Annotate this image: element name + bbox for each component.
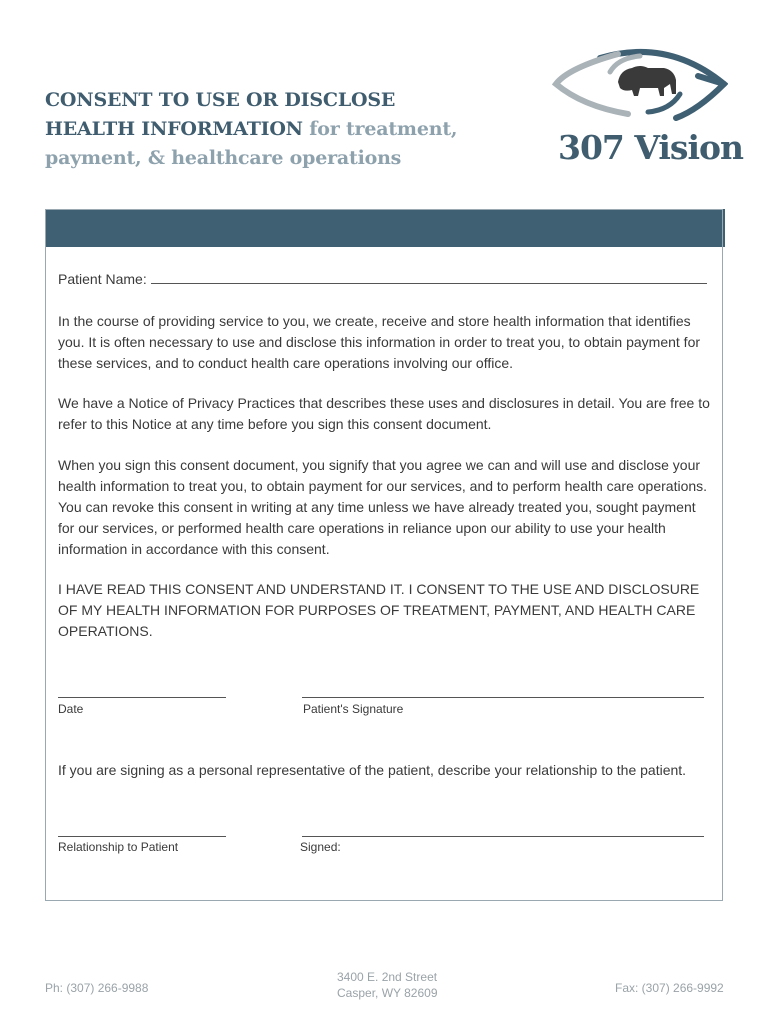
title-line-2-bold: HEALTH INFORMATION — [45, 118, 303, 140]
patient-signature-field[interactable] — [302, 697, 704, 698]
title-line-3: payment, & healthcare operations — [45, 147, 402, 169]
patient-name-row — [58, 269, 713, 290]
title-line-2 — [45, 115, 465, 144]
signed-field[interactable] — [302, 836, 704, 837]
paragraph-3: When you sign this consent document, you signify that you agree we can and will use and disclose your health information to treat you, to obtain payment for our services, and to perform health care operations. You can revoke this consent in writing at any time unless we have already treated you, sought payment for our services, or performed health care operations in reliance upon our ability to use your health information in accordance with this consent. — [58, 457, 708, 557]
signed-label: Signed: — [300, 840, 341, 854]
representative-text: If you are signing as a personal representative of the patient, describe your relationship to the patient. — [58, 762, 687, 778]
patient-signature-label: Patient's Signature — [303, 702, 404, 716]
date-field[interactable] — [58, 697, 226, 698]
footer-phone: Ph: (307) 266-9988 — [45, 981, 149, 995]
footer-fax: Fax: (307) 266-9992 — [615, 981, 724, 995]
paragraph-1: In the course of providing service to you, we create, receive and store health information that identifies you. It is often necessary to use and disclose this information in order to treat you, to obtain payment for these services, and to conduct health care operations involving our office. — [58, 313, 701, 371]
date-label: Date — [58, 702, 84, 716]
patient-name-field[interactable] — [151, 269, 707, 284]
document-title — [45, 86, 465, 173]
title-line-1: CONSENT TO USE OR DISCLOSE — [45, 89, 396, 111]
relationship-field[interactable] — [58, 836, 226, 837]
footer-address — [337, 969, 438, 1001]
logo-text: 307 Vision — [558, 128, 744, 167]
title-line-2-light: for treatment, — [309, 118, 458, 140]
paragraph-2: We have a Notice of Privacy Practices that describes these uses and disclosures in detail. You are free to refer to this Notice at any time before you sign this consent document. — [58, 395, 710, 432]
paragraph-4: I HAVE READ THIS CONSENT AND UNDERSTAND IT. I CONSENT TO THE USE AND DISCLOSURE OF MY HEALTH INFORMATION FOR PURPOSES OF TREATMENT, PAYMENT, AND HEALTH CARE OPERATIONS. — [58, 581, 700, 639]
footer-address-line-1: 3400 E. 2nd Street — [337, 970, 438, 984]
patient-name-label: Patient Name: — [58, 271, 147, 287]
footer-address-line-2: Casper, WY 82609 — [337, 986, 438, 1000]
relationship-label: Relationship to Patient — [58, 840, 179, 854]
